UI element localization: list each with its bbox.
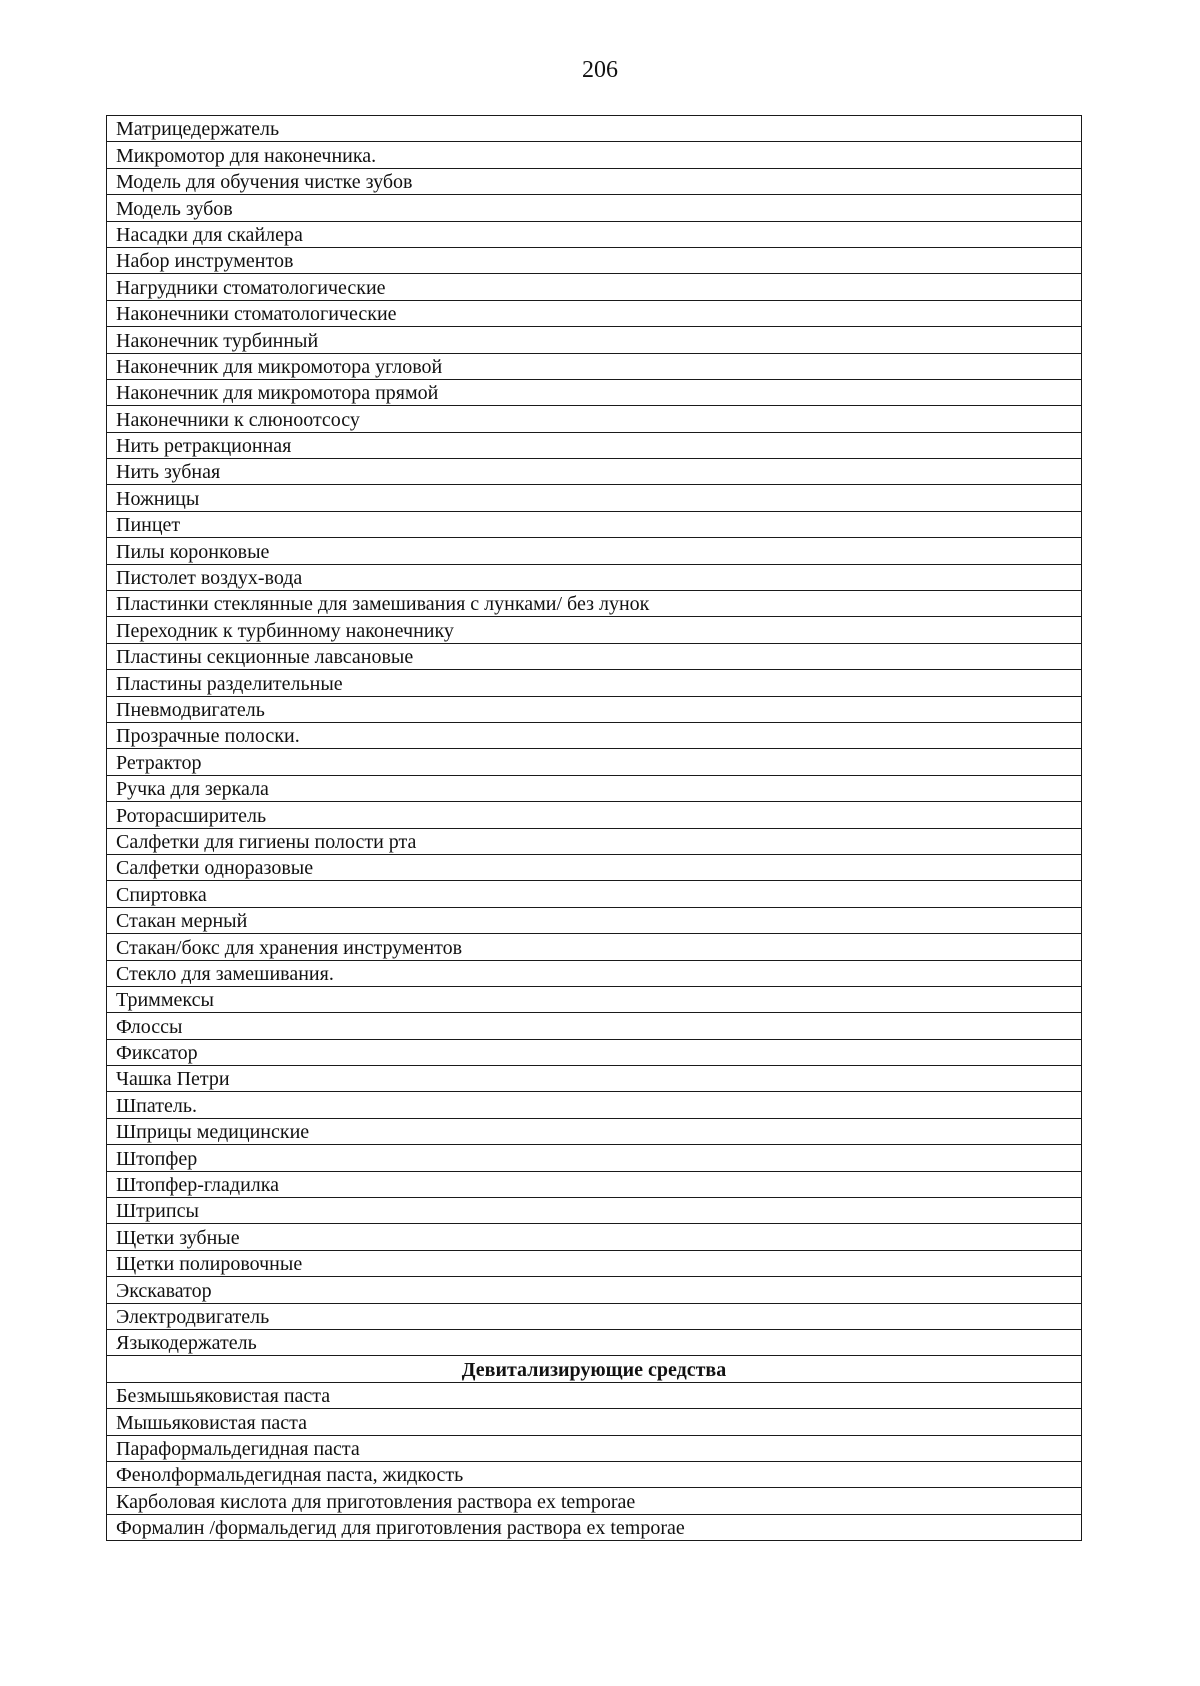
item-name-cell: Пинцет <box>107 511 1082 537</box>
table-row <box>107 802 1082 828</box>
table-row <box>107 1224 1082 1250</box>
item-name-cell: Нить ретракционная <box>107 432 1082 458</box>
table-row <box>107 696 1082 722</box>
table-row <box>107 432 1082 458</box>
item-name-cell: Наконечники стоматологические <box>107 300 1082 326</box>
table-row <box>107 485 1082 511</box>
item-name-cell: Формалин /формальдегид для приготовления раствора ex temporae <box>107 1514 1082 1540</box>
table-row <box>107 1329 1082 1355</box>
item-name-cell: Языкодержатель <box>107 1329 1082 1355</box>
table-row <box>107 1013 1082 1039</box>
table-row <box>107 1092 1082 1118</box>
item-name-cell: Пневмодвигатель <box>107 696 1082 722</box>
item-name-cell: Флоссы <box>107 1013 1082 1039</box>
table-row <box>107 1303 1082 1329</box>
table-row <box>107 1145 1082 1171</box>
table-row <box>107 353 1082 379</box>
table-row <box>107 749 1082 775</box>
table-row <box>107 1277 1082 1303</box>
item-name-cell: Прозрачные полоски. <box>107 722 1082 748</box>
item-name-cell: Наконечник для микромотора угловой <box>107 353 1082 379</box>
item-name-cell: Насадки для скайлера <box>107 221 1082 247</box>
item-name-cell: Штопфер-гладилка <box>107 1171 1082 1197</box>
item-name-cell: Штопфер <box>107 1145 1082 1171</box>
item-name-cell: Электродвигатель <box>107 1303 1082 1329</box>
item-name-cell: Ручка для зеркала <box>107 775 1082 801</box>
table-row <box>107 828 1082 854</box>
item-name-cell: Спиртовка <box>107 881 1082 907</box>
page-number: 206 <box>582 57 618 83</box>
item-name-cell: Наконечник турбинный <box>107 327 1082 353</box>
table-row <box>107 1435 1082 1461</box>
table-row <box>107 907 1082 933</box>
item-name-cell: Ножницы <box>107 485 1082 511</box>
table-row <box>107 986 1082 1012</box>
table-row <box>107 564 1082 590</box>
item-name-cell: Шприцы медицинские <box>107 1118 1082 1144</box>
item-name-cell: Наконечники к слюноотсосу <box>107 406 1082 432</box>
table-row <box>107 881 1082 907</box>
table-row <box>107 854 1082 880</box>
item-name-cell: Фенолформальдегидная паста, жидкость <box>107 1461 1082 1487</box>
section-heading: Девитализирующие средства <box>107 1356 1082 1382</box>
item-name-cell: Карболовая кислота для приготовления раствора ex temporae <box>107 1488 1082 1514</box>
item-name-cell: Триммексы <box>107 986 1082 1012</box>
table-row <box>107 1066 1082 1092</box>
table-row <box>107 168 1082 194</box>
item-name-cell: Модель зубов <box>107 195 1082 221</box>
table-row <box>107 195 1082 221</box>
table-row <box>107 960 1082 986</box>
table-row <box>107 247 1082 273</box>
item-name-cell: Шпатель. <box>107 1092 1082 1118</box>
item-name-cell: Пистолет воздух-вода <box>107 564 1082 590</box>
table-row <box>107 406 1082 432</box>
item-name-cell: Стекло для замешивания. <box>107 960 1082 986</box>
equipment-list-body <box>107 116 1082 1541</box>
item-name-cell: Фиксатор <box>107 1039 1082 1065</box>
item-name-cell: Штрипсы <box>107 1198 1082 1224</box>
table-row <box>107 775 1082 801</box>
table-row <box>107 643 1082 669</box>
table-row <box>107 1488 1082 1514</box>
item-name-cell: Пластины секционные лавсановые <box>107 643 1082 669</box>
item-name-cell: Пластинки стеклянные для замешивания с лунками/ без лунок <box>107 591 1082 617</box>
item-name-cell: Нить зубная <box>107 459 1082 485</box>
item-name-cell: Параформальдегидная паста <box>107 1435 1082 1461</box>
table-row <box>107 379 1082 405</box>
item-name-cell: Микромотор для наконечника. <box>107 142 1082 168</box>
table-row <box>107 327 1082 353</box>
item-name-cell: Мышьяковистая паста <box>107 1409 1082 1435</box>
table-row <box>107 538 1082 564</box>
item-name-cell: Стакан мерный <box>107 907 1082 933</box>
table-row <box>107 934 1082 960</box>
item-name-cell: Салфетки одноразовые <box>107 854 1082 880</box>
table-row <box>107 1250 1082 1276</box>
table-row <box>107 617 1082 643</box>
table-row <box>107 591 1082 617</box>
table-row <box>107 142 1082 168</box>
table-row <box>107 1382 1082 1408</box>
item-name-cell: Ретрактор <box>107 749 1082 775</box>
table-row <box>107 1514 1082 1540</box>
table-row <box>107 722 1082 748</box>
table-row <box>107 1198 1082 1224</box>
table-row <box>107 670 1082 696</box>
item-name-cell: Переходник к турбинному наконечнику <box>107 617 1082 643</box>
item-name-cell: Стакан/бокс для хранения инструментов <box>107 934 1082 960</box>
table-row <box>107 221 1082 247</box>
item-name-cell: Пилы коронковые <box>107 538 1082 564</box>
item-name-cell: Модель для обучения чистке зубов <box>107 168 1082 194</box>
table-row <box>107 1171 1082 1197</box>
item-name-cell: Салфетки для гигиены полости рта <box>107 828 1082 854</box>
table-row <box>107 1039 1082 1065</box>
equipment-list-table <box>106 115 1082 1541</box>
section-heading-row <box>107 1356 1082 1382</box>
item-name-cell: Чашка Петри <box>107 1066 1082 1092</box>
item-name-cell: Наконечник для микромотора прямой <box>107 379 1082 405</box>
table-row <box>107 274 1082 300</box>
item-name-cell: Матрицедержатель <box>107 116 1082 142</box>
table-row <box>107 1409 1082 1435</box>
item-name-cell: Щетки полировочные <box>107 1250 1082 1276</box>
table-row <box>107 1118 1082 1144</box>
item-name-cell: Щетки зубные <box>107 1224 1082 1250</box>
table-row <box>107 459 1082 485</box>
item-name-cell: Роторасширитель <box>107 802 1082 828</box>
table-row <box>107 300 1082 326</box>
item-name-cell: Пластины разделительные <box>107 670 1082 696</box>
item-name-cell: Экскаватор <box>107 1277 1082 1303</box>
table-row <box>107 116 1082 142</box>
item-name-cell: Набор инструментов <box>107 247 1082 273</box>
item-name-cell: Безмышьяковистая паста <box>107 1382 1082 1408</box>
table-row <box>107 511 1082 537</box>
item-name-cell: Нагрудники стоматологические <box>107 274 1082 300</box>
table-row <box>107 1461 1082 1487</box>
